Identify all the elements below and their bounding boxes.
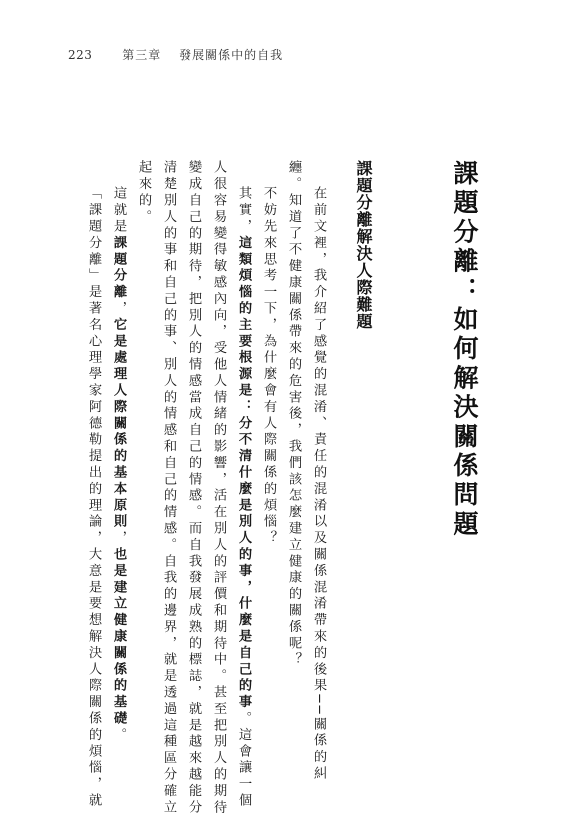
- emphasis-text: 這類煩惱的主要根源是：分不清什麼是別人的事，什麼是自己的事: [236, 235, 251, 711]
- paragraph-line: 在前文裡，我介紹了感覺的混淆、責任的混淆以及關係混淆帶來的後果──關係的糾: [311, 186, 326, 783]
- paragraph-line: 其實，這類煩惱的主要根源是：分不清什麼是別人的事，什麼是自己的事。這會讓一個: [236, 186, 251, 810]
- paragraph-line: 變成自己的期待，把別人的情感當成自己的情感。而自我發展成熟的標誌，就是越來越能分: [186, 160, 201, 816]
- paragraph-line: 不妨先來思考一下，為什麼會有人際關係的煩惱？: [261, 186, 276, 547]
- paragraph-line: 纏。知道了不健康關係帶來的危害後，我們該怎麼建立健康的關係呢？: [286, 160, 301, 669]
- paragraph-line: 清楚別人的事和自己的事、別人的情感和自己的情感。自我的邊界，就是透過這種區分確立: [161, 160, 176, 816]
- paragraph-line: 起來的。: [136, 160, 151, 226]
- paragraph-line: 這就是課題分離，它是處理人際關係的基本原則，也是建立健康關係的基礎。: [111, 186, 126, 744]
- paragraph-line: 人很容易變得敏感內向，受他人情緒的影響，活在別人的評價和期待中。甚至把別人的期待: [211, 160, 226, 816]
- paragraph-line: 「課題分離」是著名心理學家阿德勒提出的理論，大意是要想解決人際關係的煩惱，就: [86, 186, 101, 810]
- subheading: 課題分離解決人際難題: [354, 160, 373, 330]
- page-number: 223: [68, 48, 93, 62]
- emphasis-text: 也是建立健康關係的基礎: [111, 546, 126, 728]
- running-header: [68, 46, 283, 63]
- chapter-label: 第三章: [122, 48, 162, 62]
- section-title: 課題分離：如何解決關係問題: [450, 160, 479, 540]
- emphasis-text: 它是處理人際關係的基本原則: [111, 317, 126, 531]
- chapter-title: 發展關係中的自我: [179, 48, 284, 62]
- emphasis-text: 課題分離: [111, 235, 126, 301]
